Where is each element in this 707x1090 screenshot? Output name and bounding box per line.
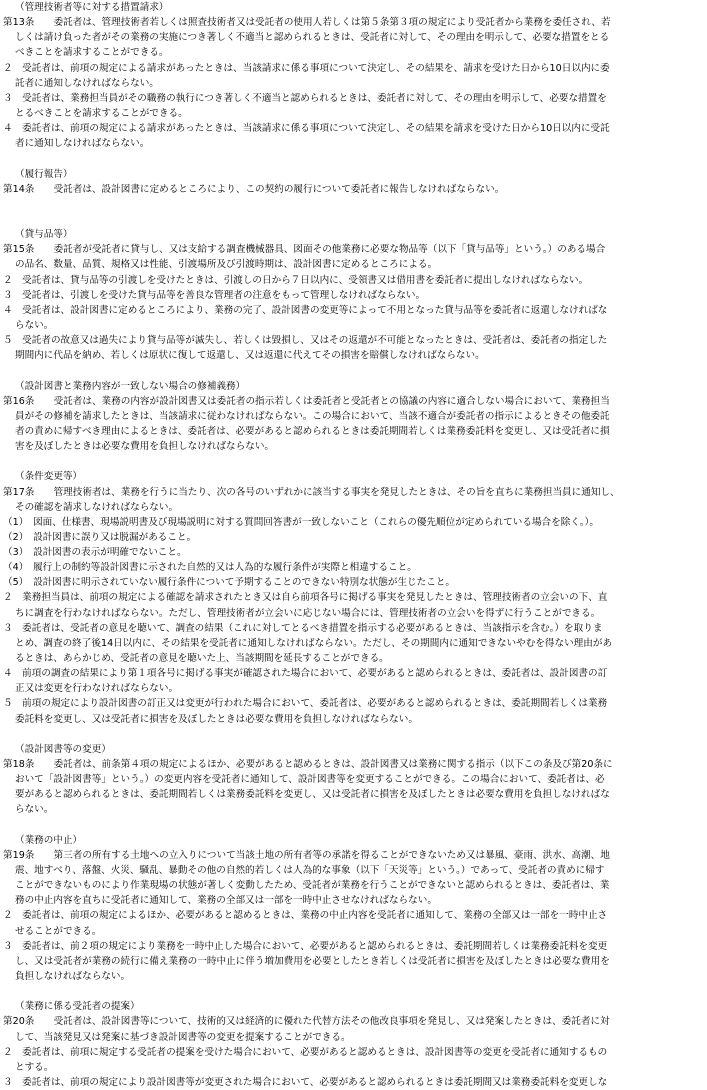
paragraph-line: 正又は変更を行わなければならない。 bbox=[15, 683, 179, 695]
article-line: しくは請け負った者がその業務の実施につき著しく不適当と認められるときは、受託者に対して、その理由を明示して、必要な措置をとる bbox=[15, 32, 610, 44]
article-line: 員がその修補を請求したときは、当該請求に従わなければならない。この場合において、当該不適合が委託者の指示によるときその他委託 bbox=[15, 410, 610, 422]
article-line: 第20条 受託者は、設計図書等について、技術的又は経済的に優れた代替方法その他改良事項を発見し、又は発案したときは、委託者に対 bbox=[3, 1016, 610, 1028]
section-heading: （管理技術者等に対する措置請求） bbox=[15, 2, 169, 13]
paragraph-line: ４ 委託者は、前項の規定による請求があったときは、当該請求に係る事項について決定し、その結果を請求を受けた日から10日以内に受託 bbox=[3, 123, 610, 135]
article-line: ことができないものにより作業現場の状態が著しく変動したため、受託者が業務を行うことができないと認められるときは、委託者は、業 bbox=[15, 880, 610, 892]
list-item: （2） 設計図書に誤り又は脱漏があること。 bbox=[3, 531, 197, 543]
paragraph-line: とめ、調査の終了後14日以内に、その結果を受託者に通知しなければならない。ただし、その期間内に通知できないやむを得ない理由があ bbox=[15, 637, 613, 649]
article-line: 務の中止内容を直ちに受託者に通知して、業務の全部又は一部を一時中止させなければならない。 bbox=[15, 895, 437, 907]
paragraph-line: ２ 委託者は、前項の規定によるほか、必要があると認めるときは、業務の中止内容を受託者に通知して、業務の全部又は一部を一時中止さ bbox=[3, 910, 608, 922]
section-heading: （履行報告） bbox=[15, 168, 73, 180]
section-heading: （設計図書と業務内容が一致しない場合の修補義務） bbox=[15, 380, 246, 392]
article-line: 害を及ぼしたときは必要な費用を負担しなければならない。 bbox=[15, 441, 275, 453]
paragraph-line: ２ 委託者は、前項に規定する受託者の提案を受けた場合において、必要があると認めるときは、設計図書等の変更を受託者に通知するもの bbox=[3, 1046, 608, 1058]
paragraph-line: ３ 受託者は、引渡しを受けた貸与品等を善良な管理者の注意をもって管理しなければならない。 bbox=[3, 289, 426, 301]
article-line: 震、地すべり、落盤、火災、騒乱、暴動その他の自然的若しくは人為的な事象（以下「天災等」という。）であって、受託者の責めに帰す bbox=[15, 865, 605, 877]
paragraph-line: ２ 受託者は、前項の規定による請求があったときは、当該請求に係る事項について決定し、その結果を、請求を受けた日から10日以内に委 bbox=[3, 62, 610, 74]
article-line: 第16条 受託者は、業務の内容が設計図書又は委託者の指示若しくは委託者と受託者との協議の内容に適合しない場合において、業務担当 bbox=[3, 395, 610, 407]
paragraph-line: せることができる。 bbox=[15, 925, 102, 937]
paragraph-line: とする。 bbox=[15, 1061, 54, 1073]
paragraph-line: ３ 委託者は、前２項の規定により業務を一時中止した場合において、必要があると認められるときは、委託期間若しくは業務委託料を変更 bbox=[3, 940, 608, 952]
spacer bbox=[3, 212, 707, 227]
article-line: 第19条 第三者の所有する土地への立入りについて当該土地の所有者等の承諾を得ることができないため又は暴風、豪雨、洪水、高潮、地 bbox=[3, 849, 610, 861]
article-line: 第15条 委託者が受託者に貸与し、又は支給する調査機械器具、図面その他業務に必要な物品等（以下「貸与品等」という。）のある場合 bbox=[3, 244, 606, 256]
list-item: （3） 設計図書の表示が明確でないこと。 bbox=[3, 547, 187, 559]
paragraph-line: ちに調査を行わなければならない。ただし、管理技術者が立会いに応じない場合には、管理技術者の立会いを得ずに行うことができる。 bbox=[15, 607, 601, 619]
paragraph-line: ３ 委託者は、受託者の意見を聴いて、調査の結果（これに対してとるべき措置を指示する必要があるときは、当該指示を含む。）を取りま bbox=[3, 622, 603, 634]
article-line: その確認を請求しなければならない。 bbox=[15, 501, 179, 513]
paragraph-line: ５ 前項の規定により設計図書の訂正又は変更が行われた場合において、委託者は、必要があると認められるときは、委託期間若しくは業務 bbox=[3, 698, 608, 710]
section-heading: （条件変更等） bbox=[15, 471, 83, 483]
article-line: 要があると認められるときは、委託期間若しくは業務委託料を変更し、又は受託者に損害を及ぼしたときは必要な費用を負担しなければな bbox=[15, 789, 610, 801]
paragraph-line: ３ 委託者は、前項の規定により設計図書等が変更された場合において、必要があると認められるときは委託期間又は業務委託料を変更しな bbox=[3, 1076, 608, 1088]
article-line: べきことを請求することができる。 bbox=[15, 47, 169, 59]
article-line: して、当該発見又は発案に基づき設計図書等の変更を提案することができる。 bbox=[15, 1031, 351, 1043]
spacer bbox=[3, 727, 707, 742]
article-line: 第18条 委託者は、前条第４項の規定によるほか、必要があると認めるときは、設計図書又は業務に関する指示（以下この条及び第20条に bbox=[3, 759, 613, 771]
article-line: おいて「設計図書等」という。）の変更内容を受託者に通知して、設計図書等を変更することができる。この場合において、委託者は、必 bbox=[15, 774, 605, 786]
section-heading: （業務の中止） bbox=[15, 834, 83, 846]
paragraph-line: 負担しなければならない。 bbox=[15, 971, 131, 982]
article-line: 第13条 委託者は、管理技術者若しくは照査技術者又は受託者の使用人若しくは第５条第３項の規定により受託者から業務を委任され、若 bbox=[3, 17, 611, 29]
article-line: らない。 bbox=[15, 804, 54, 816]
section-heading: （貸与品等） bbox=[15, 229, 73, 241]
section-heading: （設計図書等の変更） bbox=[15, 743, 111, 755]
paragraph-line: ２ 業務担当員は、前項の規定による確認を請求されたとき又は自ら前項各号に掲げる事実を発見したときは、管理技術者の立会いの下、直 bbox=[3, 592, 608, 604]
paragraph-line: 委託料を変更し、又は受託者に損害を及ぼしたときは必要な費用を負担しなければならない。 bbox=[15, 713, 418, 725]
paragraph-line: 者に通知しなければならない。 bbox=[15, 138, 150, 150]
article-line: 第14条 受託者は、設計図書に定めるところにより、この契約の履行について委託者に報告しなければならない。 bbox=[3, 183, 505, 195]
paragraph-line: 期間内に代品を納め、若しくは原状に復して返還し、又は返還に代えてその損害を賠償しなければならない。 bbox=[15, 350, 485, 362]
spacer bbox=[3, 818, 707, 833]
paragraph-line: ４ 前項の調査の結果により第１項各号に掲げる事実が確認された場合において、必要があると認められるときは、委託者は、設計図書の訂 bbox=[3, 668, 608, 680]
spacer bbox=[3, 454, 707, 469]
paragraph-line: ２ 受託者は、貸与品等の引渡しを受けたときは、引渡しの日から７日以内に、受領書又は借用書を委託者に提出しなければならない。 bbox=[3, 274, 589, 286]
paragraph-line: 託者に通知しなければならない。 bbox=[15, 77, 159, 89]
spacer bbox=[3, 197, 707, 212]
article-line: の品名、数量、品質、規格又は性能、引渡場所及び引渡時期は、設計図書に定めるところによる。 bbox=[15, 259, 438, 271]
article-line: 第17条 管理技術者は、業務を行うに当たり、次の各号のいずれかに該当する事実を発見したときは、その旨を直ちに業務担当員に通知し、 bbox=[3, 486, 620, 498]
paragraph-line: し、又は受託者が業務の続行に備え業務の一時中止に伴う増加費用を必要としたとき若しくは受託者に損害を及ぼしたときは必要な費用を bbox=[15, 955, 610, 967]
spacer bbox=[3, 363, 707, 378]
list-item: （4） 履行上の制約等設計図書に示された自然的又は人為的な履行条件が実際と相違すること。 bbox=[3, 562, 417, 574]
article-line: 者の責めに帰すべき理由によるときは、委託者は、必要があると認められるときは委託期間若しくは業務委託料を変更し、又は受託者に損 bbox=[15, 425, 610, 437]
list-item: （1） 図面、仕様書、現場説明書及び現場説明に対する質問回答書が一致しないこと（これらの優先順位が定められている場合を除く。）。 bbox=[3, 516, 599, 528]
paragraph-line: ３ 受託者は、業務担当員がその職務の執行につき著しく不適当と認められるときは、委託者に対して、その理由を明示して、必要な措置を bbox=[3, 92, 607, 104]
spacer bbox=[3, 151, 707, 166]
paragraph-line: ５ 受託者の故意又は過失により貸与品等が滅失し、若しくは毀損し、又はその返還が不可能となったときは、受託者は、委託者の指定した bbox=[3, 335, 608, 347]
paragraph-line: らない。 bbox=[15, 319, 54, 331]
paragraph-line: ４ 受託者は、設計図書に定めるところにより、業務の完了、設計図書の変更等によって不用となった貸与品等を委託者に返還しなければな bbox=[3, 304, 608, 316]
spacer bbox=[3, 984, 707, 999]
list-item: （5） 設計図書に明示されていない履行条件について予期することのできない特別な状態が生じたこと。 bbox=[3, 577, 456, 589]
paragraph-line: るときは、あらかじめ、受託者の意見を聴いた上、当該期間を延長することができる。 bbox=[15, 653, 389, 665]
paragraph-line: とるべきことを請求することができる。 bbox=[15, 107, 188, 119]
section-heading: （業務に係る受託者の提案） bbox=[15, 1001, 140, 1013]
